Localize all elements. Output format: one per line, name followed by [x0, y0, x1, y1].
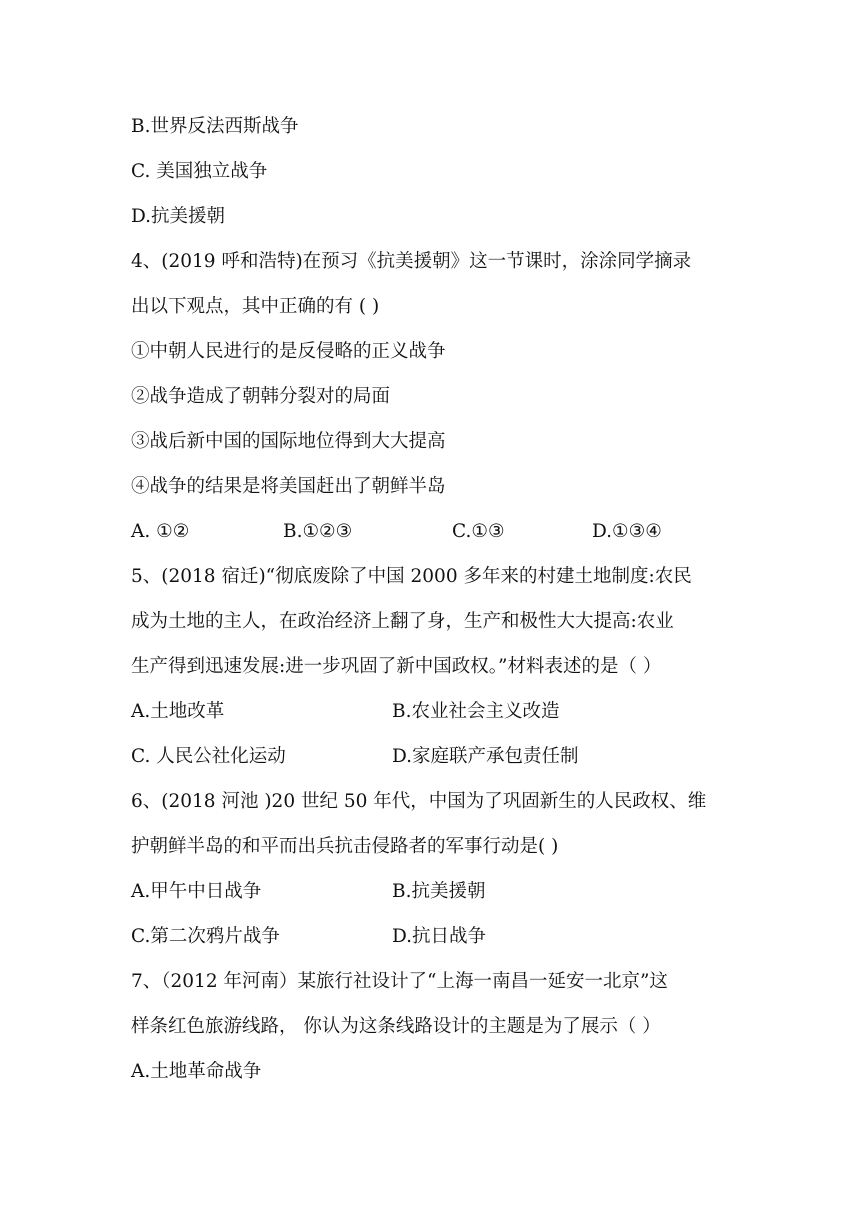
q5-stem-line-3: 生产得到迅速发展:进一步巩固了新中国政权。”材料表述的是（ ）: [131, 656, 662, 677]
q5-option-c: C. 人民公社化运动: [131, 746, 286, 767]
q4-option-a: A. ①②: [131, 521, 190, 542]
q4-item-1: ①中朝人民进行的是反侵略的正义战争: [131, 341, 446, 362]
q6-option-c: C.第二次鸦片战争: [131, 926, 280, 947]
q6-option-d: D.抗日战争: [392, 926, 487, 947]
q3-option-d: D.抗美援朝: [131, 206, 226, 227]
q5-stem-line-2: 成为土地的主人，在政治经济上翻了身，生产和极性大大提高:农业: [131, 611, 674, 632]
q6-option-b: B.抗美援朝: [392, 881, 486, 902]
q6-stem-line-1: 6、(2018 河池 )20 世纪 50 年代，中国为了巩固新生的人民政权、维: [131, 791, 707, 812]
q4-option-b: B.①②③: [283, 521, 353, 542]
q4-stem-line-2: 出以下观点，其中正确的有 ( ): [131, 296, 380, 317]
q5-option-d: D.家庭联产承包责任制: [392, 746, 579, 767]
q7-stem-line-2: 样条红色旅游线路， 你认为这条线路设计的主题是为了展示（ ）: [131, 1016, 661, 1037]
q4-item-3: ③战后新中国的国际地位得到大大提高: [131, 431, 446, 452]
q4-stem-line-1: 4、(2019 呼和浩特)在预习《抗美援朝》这一节课时，涂涂同学摘录: [131, 251, 692, 272]
q6-option-a: A.甲午中日战争: [131, 881, 262, 902]
q6-stem-line-2: 护朝鲜半岛的和平而出兵抗击侵路者的军事行动是( ): [131, 836, 559, 857]
q5-option-a: A.土地改革: [131, 701, 225, 722]
q4-option-c: C.①③: [452, 521, 505, 542]
q3-option-b: B.世界反法西斯战争: [131, 116, 299, 137]
q4-item-4: ④战争的结果是将美国赶出了朝鲜半岛: [131, 476, 446, 497]
q4-option-d: D.①③④: [592, 521, 662, 542]
q5-stem-line-1: 5、(2018 宿迁)“彻底废除了中国 2000 多年来的村建土地制度:农民: [131, 566, 692, 587]
q4-item-2: ②战争造成了朝韩分裂对的局面: [131, 386, 391, 407]
q7-option-a: A.土地革命战争: [131, 1061, 262, 1082]
q3-option-c: C. 美国独立战争: [131, 161, 268, 182]
q7-stem-line-1: 7、（2012 年河南）某旅行社设计了“上海一南昌一延安一北京”这: [131, 971, 668, 992]
q5-option-b: B.农业社会主义改造: [392, 701, 560, 722]
